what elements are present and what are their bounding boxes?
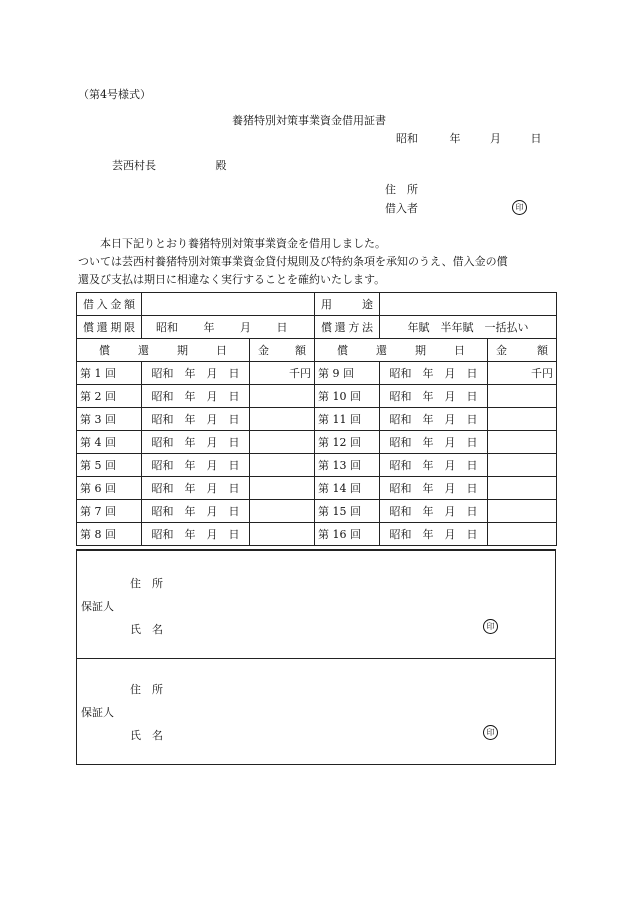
installment-label: 第 7 回: [77, 500, 142, 523]
installment-date: 昭和 年 月 日: [142, 431, 250, 454]
installment-label: 第 11 回: [315, 408, 380, 431]
guarantor-section-1: 住 所 保証人 氏 名 印: [76, 549, 556, 659]
header-row: [77, 339, 557, 362]
installment-date: 昭和 年 月 日: [380, 500, 488, 523]
installment-label: 第 5 回: [77, 454, 142, 477]
period-value: 昭和 年 月 日: [142, 316, 315, 339]
guarantor-label: 保証人: [81, 706, 114, 719]
installment-amount: [488, 431, 557, 454]
installment-date: 昭和 年 月 日: [142, 408, 250, 431]
method-label: 償還方法: [315, 316, 380, 339]
installment-amount: [488, 385, 557, 408]
installment-date: 昭和 年 月 日: [142, 477, 250, 500]
guarantor-section-2: 住 所 保証人 氏 名 印: [76, 657, 556, 765]
installment-label: 第 13 回: [315, 454, 380, 477]
installment-date: 昭和 年 月 日: [380, 477, 488, 500]
method-options: 年賦 半年賦 一括払い: [380, 316, 557, 339]
borrower-name-label: 借入者: [385, 202, 418, 215]
installment-label: 第 14 回: [315, 477, 380, 500]
installment-amount: [250, 385, 315, 408]
installment-date: 昭和 年 月 日: [380, 523, 488, 546]
installment-date: 昭和 年 月 日: [142, 362, 250, 385]
loan-amount-label: 借入金額: [77, 293, 142, 316]
installment-date: 昭和 年 月 日: [142, 500, 250, 523]
installment-date: 昭和 年 月 日: [142, 454, 250, 477]
repayment-row: [77, 408, 557, 431]
installment-label: 第 12 回: [315, 431, 380, 454]
document-title: 養猪特別対策事業資金借用証書: [232, 114, 386, 127]
installment-date: 昭和 年 月 日: [380, 454, 488, 477]
repayment-row: [77, 362, 557, 385]
installment-date: 昭和 年 月 日: [380, 385, 488, 408]
addressee-honorific: 殿: [215, 159, 227, 172]
borrower-seal: 印: [512, 200, 527, 215]
col-date-right: 償還期日: [315, 339, 488, 362]
period-label: 償還期限: [77, 316, 142, 339]
purpose-value: [380, 293, 557, 316]
installment-amount: [488, 500, 557, 523]
installment-label: 第 3 回: [77, 408, 142, 431]
guarantor-address-label: 住 所: [130, 683, 163, 696]
repayment-row: [77, 523, 557, 546]
addressee-name: 芸西村長: [112, 159, 156, 172]
installment-amount: [488, 408, 557, 431]
installment-date: 昭和 年 月 日: [142, 385, 250, 408]
col-amount-right: 金額: [488, 339, 557, 362]
installment-label: 第 2 回: [77, 385, 142, 408]
body-line-1: 本日下記りとおり養猪特別対策事業資金を借用しました。: [100, 237, 386, 250]
installment-date: 昭和 年 月 日: [380, 362, 488, 385]
installment-amount: [488, 454, 557, 477]
installment-label: 第 15 回: [315, 500, 380, 523]
body-line-3: 還及び支払は期日に相違なく実行することを確約いたします。: [78, 273, 386, 286]
installment-amount: [250, 523, 315, 546]
date-era: 昭和: [396, 132, 418, 145]
installment-amount: 千円: [488, 362, 557, 385]
borrower-address-label: 住 所: [385, 183, 418, 196]
installment-label: 第 10 回: [315, 385, 380, 408]
installment-label: 第 4 回: [77, 431, 142, 454]
addressee: [112, 157, 227, 173]
date-month: 月: [490, 132, 501, 145]
guarantor-name-label: 氏 名: [130, 623, 163, 636]
installment-amount: [250, 454, 315, 477]
date-year: 年: [449, 132, 461, 145]
repayment-table: [76, 292, 557, 546]
purpose-label: 用途: [315, 293, 380, 316]
installment-label: 第 8 回: [77, 523, 142, 546]
loan-amount-value: [142, 293, 315, 316]
repayment-row: [77, 477, 557, 500]
installment-amount: [488, 477, 557, 500]
date-day: 日: [530, 132, 542, 145]
guarantor-address-label: 住 所: [130, 577, 163, 590]
form-number: （第4号様式）: [78, 88, 151, 101]
guarantor-label: 保証人: [81, 600, 114, 613]
guarantor-name-label: 氏 名: [130, 729, 163, 742]
installment-label: 第 6 回: [77, 477, 142, 500]
installment-date: 昭和 年 月 日: [380, 408, 488, 431]
installment-date: 昭和 年 月 日: [142, 523, 250, 546]
col-date-left: 償還期日: [77, 339, 250, 362]
repayment-row: [77, 385, 557, 408]
col-amount-left: 金額: [250, 339, 315, 362]
installment-amount: 千円: [250, 362, 315, 385]
installment-amount: [250, 408, 315, 431]
issue-date: [396, 130, 542, 146]
repayment-row: [77, 454, 557, 477]
installment-label: 第 16 回: [315, 523, 380, 546]
installment-label: 第 9 回: [315, 362, 380, 385]
repayment-row: [77, 431, 557, 454]
repayment-row: [77, 500, 557, 523]
installment-amount: [250, 500, 315, 523]
period-row: [77, 316, 557, 339]
body-line-2: ついては芸西村養猪特別対策事業資金貸付規則及び特約条項を承知のうえ、借入金の償: [78, 255, 508, 268]
installment-amount: [488, 523, 557, 546]
loan-row: [77, 293, 557, 316]
installment-date: 昭和 年 月 日: [380, 431, 488, 454]
installment-amount: [250, 431, 315, 454]
installment-amount: [250, 477, 315, 500]
installment-label: 第 1 回: [77, 362, 142, 385]
